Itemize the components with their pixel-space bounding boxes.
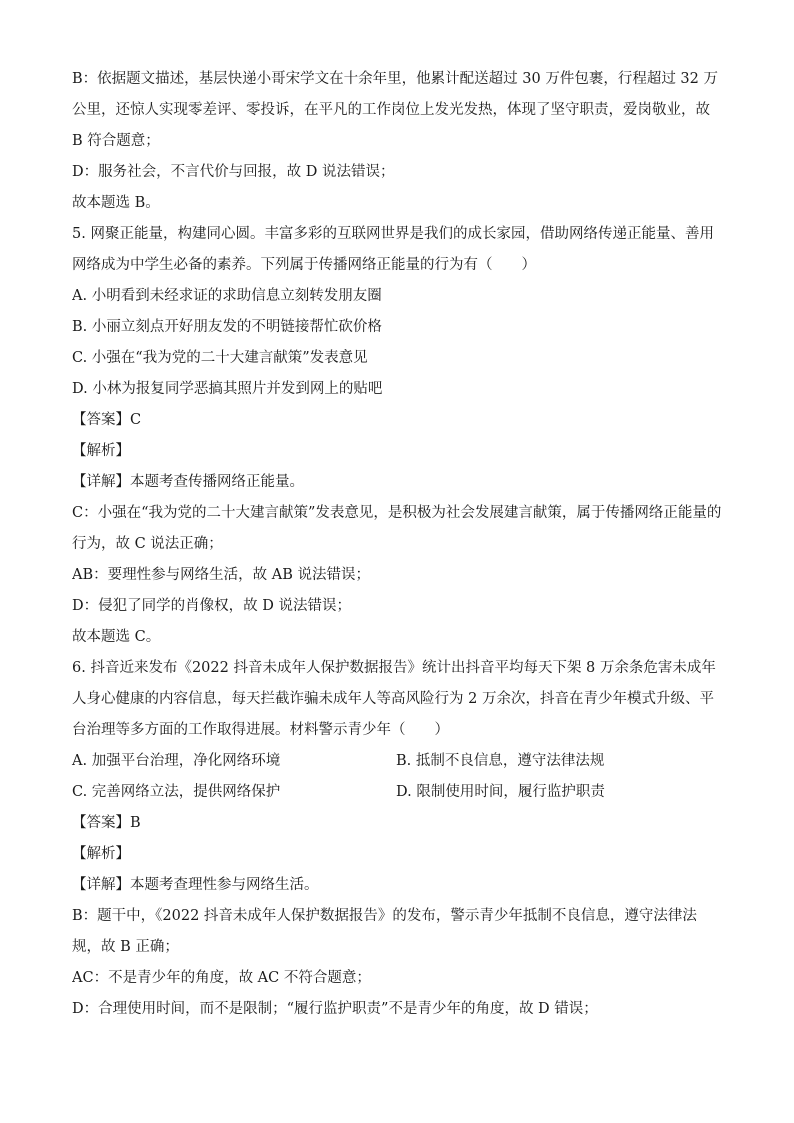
q5-conclusion: 故本题选 C。 [72,629,161,645]
q6-detail: 【详解】本题考查理性参与网络生活。 [72,877,319,893]
q6-options-row-2 [72,777,722,808]
q6-analysis-label: 【解析】 [72,846,130,862]
q6-option-c: C. 完善网络立法，提供网络保护 [72,784,281,800]
q6-option-d: D. 限制使用时间，履行监护职责 [396,784,605,800]
prev-b-analysis: B：依据题文描述，基层快递小哥宋学文在十余年里，他累计配送超过 30 万件包裹，行程超过 32 万公里，还惊人实现零差评、零投诉，在平凡的工作岗位上发光发热，体现了坚守职责，爱岗敬业，故 B 符合题意； [72,71,718,149]
q6-option-a: A. 加强平台治理，净化网络环境 [72,753,281,769]
q6-answer: 【答案】B [72,815,141,831]
q5-analysis-label: 【解析】 [72,443,130,459]
q5-option-b: B. 小丽立刻点开好朋友发的不明链接帮忙砍价格 [72,319,382,335]
q5-answer: 【答案】C [72,412,142,428]
prev-d-analysis: D：服务社会，不言代价与回报，故 D 说法错误； [72,164,395,180]
q6-b-analysis: B：题干中，《2022 抖音未成年人保护数据报告》的发布，警示青少年抵制不良信息，遵守法律法规，故 B 正确； [72,908,697,955]
q5-option-d: D. 小林为报复同学恶搞其照片并发到网上的贴吧 [72,381,383,397]
document-page [72,64,722,1025]
q5-ab-analysis: AB：要理性参与网络生活，故 AB 说法错误； [72,567,370,583]
q5-option-c: C. 小强在“我为党的二十大建言献策”发表意见 [72,350,368,366]
q5-option-a: A. 小明看到未经求证的求助信息立刻转发朋友圈 [72,288,382,304]
q6-stem: 6. 抖音近来发布《2022 抖音未成年人保护数据报告》统计出抖音平均每天下架 8 万余条危害未成年人身心健康的内容信息，每天拦截诈骗未成年人等高风险行为 2 万余次，抖音在青少年模式升级、平台治理等多方面的工作取得进展。材料警示青少年（ ） [72,660,716,738]
q5-stem: 5. 网聚正能量，构建同心圆。丰富多彩的互联网世界是我们的成长家园，借助网络传递正能量、善用网络成为中学生必备的素养。下列属于传播网络正能量的行为有（ ） [72,226,714,273]
q6-option-b: B. 抵制不良信息，遵守法律法规 [396,753,605,769]
q6-ac-analysis: AC：不是青少年的角度，故 AC 不符合题意； [72,970,371,986]
q6-options-row-1 [72,746,722,777]
q5-c-analysis: C：小强在“我为党的二十大建言献策”发表意见，是积极为社会发展建言献策，属于传播网络正能量的行为，故 C 说法正确； [72,505,722,552]
q6-d-analysis: D：合理使用时间，而不是限制；“履行监护职责”不是青少年的角度，故 D 错误； [72,1001,598,1017]
q5-d-analysis: D：侵犯了同学的肖像权，故 D 说法错误； [72,598,351,614]
q5-detail: 【详解】本题考查传播网络正能量。 [72,474,304,490]
prev-conclusion: 故本题选 B。 [72,195,160,211]
